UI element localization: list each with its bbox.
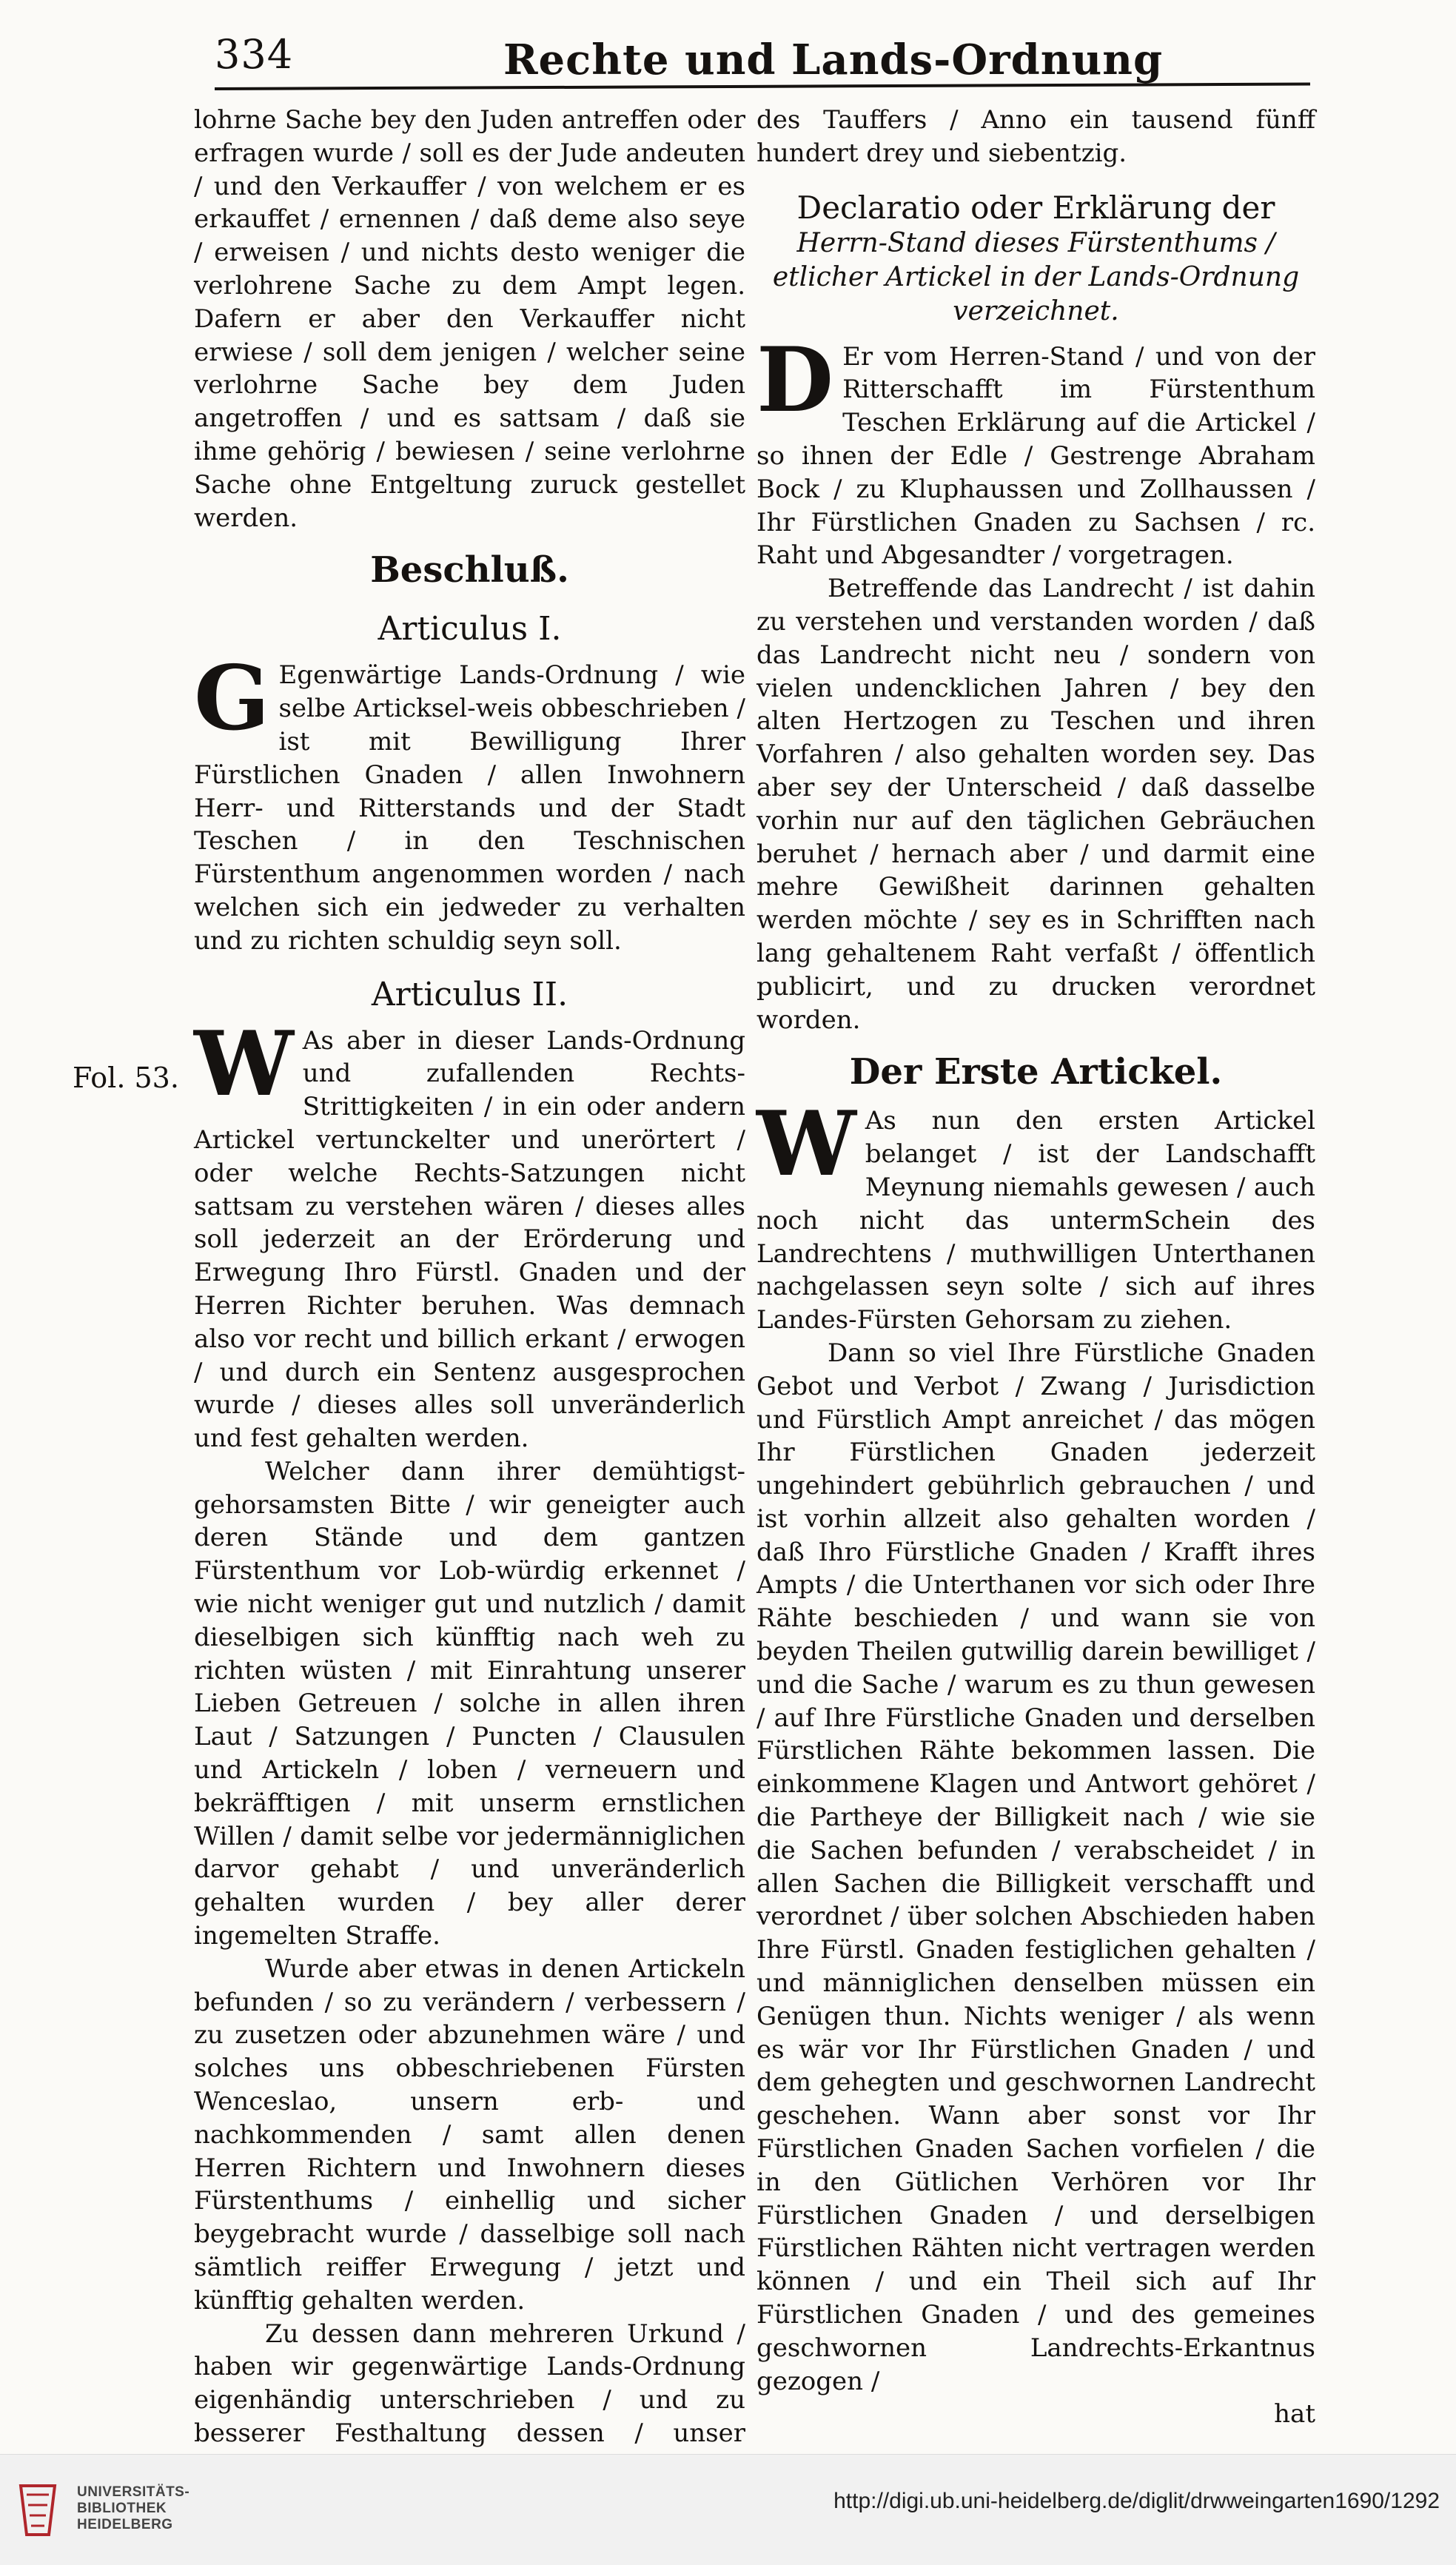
library-logo-text[interactable] xyxy=(77,2484,189,2533)
university-seal-icon[interactable] xyxy=(16,2480,59,2539)
library-line-2: BIBLIOTHEK xyxy=(77,2501,167,2516)
dropcap-g: G xyxy=(194,646,270,751)
article-1-text xyxy=(194,646,745,957)
article-2-body: As aber in dieser Lands-Ordnung und zufallenden Rechts-Strittigkeiten / in ein oder andern Artickel vertunckelter und unerörtert / oder welche Rechts-Satzungen nicht sattsam zu verstehen wären / dieses alles soll jederzeit an der Erörderung und Erwegung Ihro Fürstl. Gnaden und der Herren Richter beruhen. Was demnach also vor recht und billich erkant / erwogen / und durch ein Sentenz ausgesprochen wurde / dieses alles soll unveränderlich und fest gehalten werden. xyxy=(194,1025,745,1454)
paragraph-continuation: lohrne Sache bey den Juden antreffen oder erfragen wurde / soll es der Jude andeuten / und den Verkauffer / von welchem er es erkauffet / ernennen / daß deme also seye / erweisen / und nichts desto weniger die verlohrene Sache zu dem Ampt legen. Dafern er aber den Verkauffer nicht erwiese / soll dem jenigen / welcher seine verlohrne Sache bey dem Juden angetroffen / und es sattsam / daß sie ihme gehörig / bewiesen / seine verlohrne Sache ohne Entgeltung zuruck gestellet werden. xyxy=(194,105,745,533)
heading-articulus-1: Articulus I. xyxy=(378,610,562,648)
heading-declaratio: Declaratio oder Erklärung der xyxy=(796,189,1275,226)
catchword: hat xyxy=(1274,2399,1315,2430)
dropcap-w2: W xyxy=(756,1092,856,1197)
dropcap-w: W xyxy=(194,1011,294,1116)
dropcap-d: D xyxy=(756,327,834,432)
right-column xyxy=(756,104,1315,2430)
left-column xyxy=(194,104,745,2549)
paragraph-wurde: Wurde aber etwas in denen Artickeln befunden / so zu verändern / verbessern / zu zusetzen oder abzunehmen wäre / und solches uns obbeschriebenen Fürsten Wenceslao, unsern erb- und nachkommenden / samt allen denen Herren Richtern und Inwohnern dieses Fürstenthums / einhellig und sicher beygebracht wurde / dasselbige soll nach sämtlich reiffer Erwegung / jetzt und künfftig gehalten werden. xyxy=(194,1954,745,2316)
declaratio-subtitle: Herrn-Stand dieses Fürstenthums / etlicher Artickel in der Lands-Ordnung verzeichnet. xyxy=(772,227,1300,326)
paragraph-dann: Dann so viel Ihre Fürstliche Gnaden Gebot und Verbot / Zwang / Jurisdiction und Fürstlich Ampt anreichet / das mögen Ihr Fürstlichen Gnaden jederzeit ungehindert gebührlich gebrauchen / und ist vorhin allzeit also gehalten worden / daß Ihro Fürstliche Gnaden / Krafft ihres Ampts / die Unterthanen vor sich oder Ihre Rähte beschieden / und wann sie von beyden Theilen gutwillig darein bewilliget / und die Sache / warum es zu thun gewesen / auf Ihre Fürstliche Gnaden und derselben Fürstlichen Rähte bekommen lassen. Die einkommene Klagen und Antwort gehöret / die Partheye der Billigkeit nach / wie sie die Sachen befunden / verabscheidet / in allen Sachen die Billigkeit verschafft und verordnet / über solchen Abschieden haben Ihre Fürstl. Gnaden festiglichen gehalten / und männiglichen denselben müssen ein Genügen thun. Nichts weniger / als wenn es wär vor Ihr Fürstlichen Gnaden / und dem gehegten und geschwornen Landrecht geschehen. Wann aber sonst vor Ihr Fürstlichen Gnaden Sachen vorfielen / die in den Gütlichen Verhören vor Ihr Fürstlichen Gnaden / und derselbigen Fürstlichen Rähten nicht vertragen werden können / und ein Theil sich auf Ihr Fürstlichen Gnaden / und des gemeines geschwornen Landrechts-Erkantnus gezogen / xyxy=(756,1338,1315,2396)
erste-artickel-body: As nun den ersten Artickel belanget / ist der Landschafft Meynung niemahls gewesen / auch noch nicht das untermSchein des Landrechtens / muthwilligen Unterthanen nachgelassen seyn solte / sich auf ihres Landes-Fürsten Gehorsam zu ziehen. xyxy=(756,1106,1315,1335)
declaratio-text xyxy=(756,327,1315,573)
heading-articulus-2: Articulus II. xyxy=(371,975,568,1013)
declaratio-body: Er vom Herren-Stand / und von der Ritterschafft im Fürstenthum Teschen Erklärung auf die Artickel / so ihnen der Edle / Gestrenge Abraham Bock / zu Kluphaussen und Zollhaussen / Ihr Fürstlichen Gnaden zu Sachsen / rc. Raht und Abgesandter / vorgetragen. xyxy=(756,341,1315,571)
permalink-url[interactable]: http://digi.ub.uni-heidelberg.de/diglit/drwweingarten1690/1292 xyxy=(833,2489,1440,2513)
heading-erste-artickel: Der Erste Artickel. xyxy=(849,1051,1223,1093)
paragraph-zu-dessen: Zu dessen dann mehreren Urkund / haben wir gegenwärtige Lands-Ordnung eigenhändig unterschrieben / und zu besserer Festhaltung dessen / unser xyxy=(194,2318,745,2448)
paragraph-betreffende: Betreffende das Landrecht / ist dahin zu verstehen und verstanden worden / daß das Landrecht nicht neu / sondern von vielen undencklichen Jahren / bey den alten Hertzogen zu Teschen und ihren Vorfahren / also gehalten worden sey. Das aber sey der Unterscheid / daß dasselbe vorhin nur auf den täglichen Gebräuchen beruhet / hernach aber / und darmit eine mehre Gewißheit darinnen gehalten werden möchte / sey es in Schrifften nach lang gehaltenem Raht verfaßt / öffentlich publicirt, und zu drucken verordnet worden. xyxy=(756,574,1315,1035)
viewer-footer xyxy=(0,2454,1456,2565)
erste-artickel-text xyxy=(756,1092,1315,1337)
article-1-body: Egenwärtige Lands-Ordnung / wie selbe Articksel-weis obbeschrieben / ist mit Bewilligung Ihrer Fürstlichen Gnaden / allen Inwohnern Herr- und Ritterstands und der Stadt Teschen / in den Teschnischen Fürstenthum angenommen worden / nach welchen sich ein jedweder zu verhalten und zu richten schuldig seyn soll. xyxy=(194,660,745,956)
page-number: 334 xyxy=(215,31,294,78)
paragraph-welcher: Welcher dann ihrer demühtigst-gehorsamsten Bitte / wir geneigter auch deren Stände und dem gantzen Fürstenthum vor Lob-würdig erkennet / wie nicht weniger gut und nutzlich / damit dieselbigen sich künfftig nach weh zu richten wüsten / mit Einrahtung unserer Lieben Getreuen / solche in allen ihren Laut / Satzungen / Puncten / Clausulen und Artickeln / loben / verneuern und bekräfftigen / mit unserm ernstlichen Willen / damit selbe vor jedermänniglichen darvor gehabt / und unveränderlich gehalten wurden / bey aller derer ingemelten Straffe. xyxy=(194,1456,745,1951)
article-2-text xyxy=(194,1011,745,1455)
paragraph-tauffers: des Tauffers / Anno ein tausend fünff hundert drey und siebentzig. xyxy=(756,105,1315,168)
library-line-3: HEIDELBERG xyxy=(77,2517,173,2532)
running-title: Rechte und Lands-Ordnung xyxy=(503,36,1164,84)
library-line-1: UNIVERSITÄTS- xyxy=(77,2484,190,2500)
heading-beschluss: Beschluß. xyxy=(370,549,569,591)
margin-note: Fol. 53. xyxy=(73,1062,179,1094)
